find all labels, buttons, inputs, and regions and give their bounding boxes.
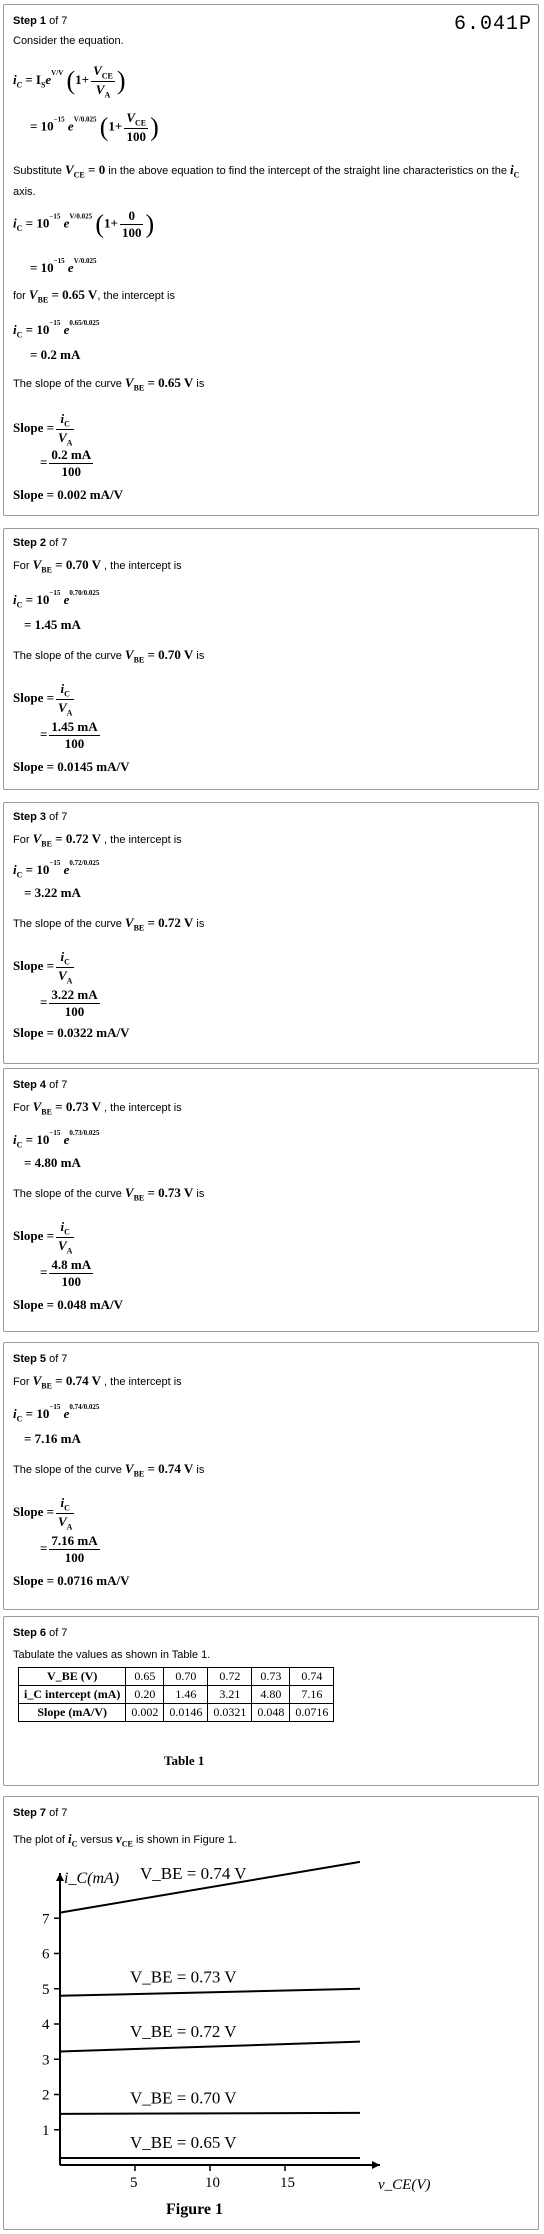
- x-tick-label: 10: [205, 2175, 220, 2191]
- table-row: [19, 1668, 334, 1686]
- series-label: V_BE = 0.65 V: [130, 2132, 237, 2152]
- equation-ic-065: $i_C = 10^{-15}$ $e^{0.65/0.025}$: [13, 319, 100, 340]
- slope-formula: Slope = $\frac{i_C}{V_A}$: [13, 1495, 73, 1532]
- table-cell: 0.73: [252, 1668, 290, 1686]
- ic-result: = 4.80 mA: [24, 1155, 81, 1170]
- step-label: Step 1: [13, 15, 47, 27]
- intro-text: Consider the equation.: [13, 35, 124, 47]
- table-caption: Table 1: [164, 1753, 205, 1768]
- step-label: Step 4: [13, 1079, 47, 1091]
- x-tick-label: 15: [280, 2175, 295, 2191]
- step-label: Step 5: [13, 1353, 47, 1365]
- series-line: [60, 2042, 360, 2052]
- series-label: V_BE = 0.70 V: [130, 2088, 237, 2108]
- equation-ic: $i_C = 10^{-15}$ $e^{0.70/0.025}$: [13, 589, 100, 610]
- table-cell: 0.002: [126, 1704, 164, 1722]
- slope-intro: The slope of the curve $V_{BE} = 0.74$ V is: [13, 1461, 205, 1479]
- x-axis-arrow-icon: [372, 2161, 380, 2169]
- for-vbe-text: for $V_{BE} = 0.65$ V, the intercept is: [13, 287, 175, 305]
- y-tick-label: 4: [42, 2017, 50, 2033]
- slope-result: Slope = 0.002 mA/V: [13, 487, 123, 502]
- table-row-header: V_BE (V): [19, 1668, 126, 1686]
- table-row: [19, 1686, 334, 1704]
- plot-intro: The plot of $i_C$ versus $v_{CE}$ is shown in Figure 1.: [13, 1831, 237, 1849]
- table-cell: 0.72: [208, 1668, 252, 1686]
- equation-ic-numeric: = $10^{-15}$ $e^{V/0.025}$ (1+ $\frac{V_{CE}}{100}$ ): [30, 110, 159, 144]
- step-1-card: [3, 4, 539, 516]
- step-2-card: [3, 528, 539, 790]
- table-cell: 7.16: [290, 1686, 334, 1704]
- values-table: [18, 1667, 334, 1722]
- step-6-card: [3, 1616, 539, 1786]
- slope-result: Slope = 0.0716 mA/V: [13, 1573, 130, 1588]
- table-cell: 0.0321: [208, 1704, 252, 1722]
- table-cell: 0.74: [290, 1668, 334, 1686]
- step-2-header: [13, 537, 67, 549]
- step-label: Step 7: [13, 1807, 47, 1819]
- step-count: of 7: [49, 1353, 68, 1365]
- step-4-header: [13, 1079, 67, 1091]
- figure-caption: Figure 1: [166, 2201, 224, 2218]
- y-axis-label: i_C(mA): [64, 1870, 120, 1887]
- series-label: V_BE = 0.74 V: [140, 1863, 247, 1883]
- step-count: of 7: [49, 1079, 68, 1091]
- step-count: of 7: [49, 1807, 68, 1819]
- step-label: Step 3: [13, 811, 47, 823]
- equation-ic: $i_C = 10^{-15}$ $e^{0.72/0.025}$: [13, 859, 100, 880]
- x-axis-label: v_CE(V): [378, 2177, 431, 2193]
- y-tick-label: 6: [42, 1946, 50, 1963]
- table-cell: 4.80: [252, 1686, 290, 1704]
- slope-numeric: = $\frac{1.45 mA}{100}$: [40, 719, 98, 751]
- step-6-header: [13, 1627, 67, 1639]
- slope-numeric: = $\frac{7.16 mA}{100}$: [40, 1533, 98, 1565]
- slope-formula: Slope = $\frac{i_C}{V_A}$: [13, 681, 73, 718]
- slope-intro: The slope of the curve $V_{BE} = 0.65$ V is: [13, 375, 205, 393]
- table-row-header: i_C intercept (mA): [19, 1686, 126, 1704]
- equation-ic: $i_C = 10^{-15}$ $e^{0.74/0.025}$: [13, 1403, 100, 1424]
- series-label: V_BE = 0.72 V: [130, 2022, 237, 2042]
- table-cell: 0.65: [126, 1668, 164, 1686]
- for-vbe-text: For $V_{BE} = 0.70$ V , the intercept is: [13, 557, 182, 575]
- for-vbe-text: For $V_{BE} = 0.74$ V , the intercept is: [13, 1373, 182, 1391]
- step-5-card: [3, 1342, 539, 1610]
- slope-intro: The slope of the curve $V_{BE} = 0.73$ V is: [13, 1185, 205, 1203]
- step-count: of 7: [49, 1627, 68, 1639]
- slope-result: Slope = 0.0145 mA/V: [13, 759, 130, 774]
- series-line: [60, 2113, 360, 2114]
- equation-ic-general: $i_C = I_Se^{V/V}$ (1+ $\frac{V_{CE}}{V_A}$ ): [13, 63, 126, 100]
- table-row: [19, 1704, 334, 1722]
- y-tick-label: 3: [42, 2052, 50, 2069]
- problem-code: 6.041P: [453, 13, 532, 36]
- slope-result: Slope = 0.048 mA/V: [13, 1297, 123, 1312]
- series-label: V_BE = 0.73 V: [130, 1967, 237, 1987]
- for-vbe-text: For $V_{BE} = 0.73$ V , the intercept is: [13, 1099, 182, 1117]
- step-4-card: [3, 1068, 539, 1332]
- ic-result: = 0.2 mA: [30, 347, 81, 362]
- ic-result: = 7.16 mA: [24, 1431, 81, 1446]
- slope-numeric: = $\frac{0.2 mA}{100}$: [40, 447, 92, 479]
- slope-formula: Slope = $\frac{i_C}{V_A}$: [13, 1219, 73, 1256]
- equation-intercept: $i_C = 10^{-15}$ $e^{V/0.025}$ (1+ $\frac{0}{100}$ ): [13, 208, 155, 240]
- slope-result: Slope = 0.0322 mA/V: [13, 1025, 130, 1040]
- tabulate-text: Tabulate the values as shown in Table 1.: [13, 1649, 211, 1661]
- step-label: Step 2: [13, 537, 47, 549]
- slope-numeric: = $\frac{3.22 mA}{100}$: [40, 987, 98, 1019]
- step-count: of 7: [49, 811, 68, 823]
- series-line: [60, 1989, 360, 1996]
- y-tick-label: 7: [42, 1911, 50, 1928]
- substitute-text: Substitute $V_{CE} = 0$ in the above equation to find the intercept of the straight line characteristics on the $i_C$ axis.: [13, 162, 520, 198]
- step-count: of 7: [49, 15, 68, 27]
- table-cell: 0.0716: [290, 1704, 334, 1722]
- slope-formula: Slope = $\frac{i_C}{V_A}$: [13, 949, 73, 986]
- step-5-header: [13, 1353, 67, 1365]
- equation-ic: $i_C = 10^{-15}$ $e^{0.73/0.025}$: [13, 1129, 100, 1150]
- y-tick-label: 5: [42, 1981, 50, 1998]
- step-3-header: [13, 811, 67, 823]
- step-7-header: [13, 1807, 67, 1819]
- ic-vce-chart: [10, 1847, 530, 2207]
- step-7-card: [3, 1796, 539, 2230]
- y-axis-arrow-icon: [56, 1873, 64, 1881]
- table-cell: 1.46: [164, 1686, 208, 1704]
- y-tick-label: 2: [42, 2087, 50, 2104]
- table-row-header: Slope (mA/V): [19, 1704, 126, 1722]
- y-tick-label: 1: [42, 2122, 50, 2139]
- step-label: Step 6: [13, 1627, 47, 1639]
- x-tick-label: 5: [130, 2175, 138, 2191]
- ic-result: = 1.45 mA: [24, 617, 81, 632]
- slope-intro: The slope of the curve $V_{BE} = 0.70$ V is: [13, 647, 205, 665]
- step-3-card: [3, 802, 539, 1064]
- table-cell: 0.70: [164, 1668, 208, 1686]
- slope-numeric: = $\frac{4.8 mA}{100}$: [40, 1257, 92, 1289]
- step-1-header: [13, 15, 67, 27]
- table-cell: 0.20: [126, 1686, 164, 1704]
- table-cell: 0.048: [252, 1704, 290, 1722]
- table-cell: 3.21: [208, 1686, 252, 1704]
- slope-intro: The slope of the curve $V_{BE} = 0.72$ V is: [13, 915, 205, 933]
- slope-formula: Slope = $\frac{i_C}{V_A}$: [13, 411, 73, 448]
- step-count: of 7: [49, 537, 68, 549]
- for-vbe-text: For $V_{BE} = 0.72$ V , the intercept is: [13, 831, 182, 849]
- equation-intercept-simplified: = $10^{-15}$ $e^{V/0.025}$: [30, 257, 97, 275]
- table-cell: 0.0146: [164, 1704, 208, 1722]
- ic-result: = 3.22 mA: [24, 885, 81, 900]
